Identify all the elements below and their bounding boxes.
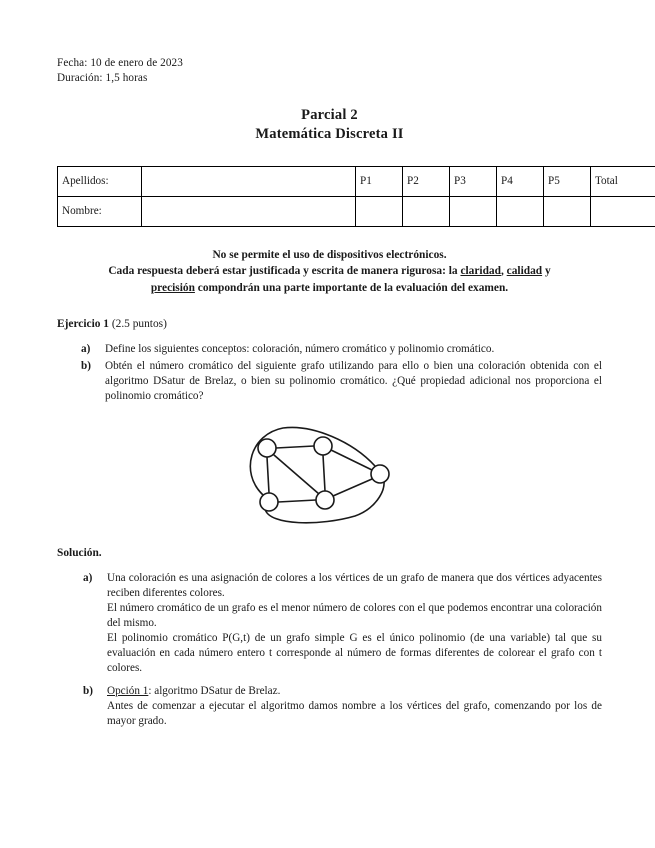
- header-meta: [57, 56, 602, 86]
- notice-line-2: [57, 263, 602, 280]
- notice-line-3: [57, 280, 602, 297]
- header-total: Total: [591, 166, 655, 196]
- exercise-label: Ejercicio 1: [57, 318, 109, 331]
- graph-vertex: [316, 491, 334, 509]
- exercise-heading: [57, 317, 602, 332]
- graph-edge-v1-v4: [274, 455, 319, 494]
- notice-underline-claridad: claridad: [460, 265, 501, 278]
- apellidos-label: Apellidos:: [58, 166, 142, 196]
- table-row: [58, 196, 655, 226]
- item-body: [107, 684, 602, 729]
- notice-text-c: y: [542, 265, 551, 278]
- graph-vertex: [371, 465, 389, 483]
- graph-vertex: [260, 493, 278, 511]
- graph-edge-v1-v3: [267, 457, 269, 493]
- item-paragraph: Una coloración es una asignación de colores a los vértices de un grafo de manera que dos vértices adyacentes reciben diferentes colores.: [107, 571, 602, 599]
- header-p1: P1: [356, 166, 403, 196]
- item-marker: a): [81, 343, 91, 356]
- graph-figure: [57, 416, 602, 528]
- list-item: [57, 571, 602, 676]
- graph-vertex: [314, 437, 332, 455]
- solution-heading: Solución.: [57, 547, 102, 560]
- score-p2[interactable]: [403, 196, 450, 226]
- notice-underline-precision: precisión: [150, 281, 195, 294]
- item-marker: b): [81, 360, 91, 373]
- exercise-points: (2.5 puntos): [108, 318, 167, 331]
- nombre-field[interactable]: [142, 196, 356, 226]
- page-content: [57, 56, 618, 731]
- item-body: [105, 359, 602, 404]
- page-title: [57, 106, 602, 145]
- item-body: [105, 342, 602, 357]
- header-p3: P3: [450, 166, 497, 196]
- item-paragraph: El número cromático de un grafo es el menor número de colores con el que podemos encontrar una coloración del mismo.: [107, 601, 602, 629]
- score-p4[interactable]: [497, 196, 544, 226]
- nombre-label: Nombre:: [58, 196, 142, 226]
- list-item: [57, 342, 602, 357]
- score-p1[interactable]: [356, 196, 403, 226]
- solution-items: [57, 571, 602, 729]
- notice-underline-calidad: calidad: [506, 265, 543, 278]
- graph-vertex: [258, 439, 276, 457]
- notice-line-1: No se permite el uso de dispositivos electrónicos.: [212, 248, 447, 261]
- score-p5[interactable]: [544, 196, 591, 226]
- item-lead-line: [107, 684, 602, 699]
- notice-text-a: Cada respuesta deberá estar justificada y escrita de manera rigurosa: la: [108, 265, 461, 278]
- exam-notice: [57, 247, 602, 297]
- score-p3[interactable]: [450, 196, 497, 226]
- item-paragraph: Define los siguientes conceptos: coloración, número cromático y polinomio cromático.: [105, 343, 495, 356]
- graph-edge-v4-v5: [333, 479, 372, 496]
- exam-duration: Duración: 1,5 horas: [57, 71, 148, 84]
- notice-text-d: compondrán una parte importante de la evaluación del examen.: [194, 281, 509, 294]
- score-total[interactable]: [591, 196, 655, 226]
- table-row: [58, 166, 655, 196]
- exercise-items: [57, 342, 602, 404]
- notice-text-b: ,: [500, 265, 507, 278]
- graph-edge-v2-v4: [323, 455, 325, 491]
- title-subtitle: Matemática Discreta II: [255, 126, 404, 143]
- item-paragraph: Obtén el número cromático del siguiente grafo utilizando para ello o bien una coloración obtenida con el algoritmo DSatur de Brelaz, o bien su polinomio cromático. ¿Qué propiedad adicional nos proporciona el polinomio cromático?: [105, 360, 602, 403]
- header-p2: P2: [403, 166, 450, 196]
- header-p4: P4: [497, 166, 544, 196]
- exam-date: Fecha: 10 de enero de 2023: [57, 57, 183, 69]
- list-item: [57, 359, 602, 404]
- option-underline: Opción 1: [107, 684, 149, 697]
- header-p5: P5: [544, 166, 591, 196]
- graph-edge-v2-v5: [331, 450, 372, 470]
- apellidos-field[interactable]: [142, 166, 356, 196]
- graph-edge-v3-v4: [278, 500, 316, 502]
- item-paragraph: Antes de comenzar a ejecutar el algoritmo damos nombre a los vértices del grafo, comenzando por los de mayor grado.: [107, 699, 602, 727]
- item-marker: b): [83, 684, 93, 697]
- graph-edge-v1-v2: [276, 446, 314, 448]
- item-paragraph: El polinomio cromático P(G,t) de un grafo simple G es el único polinomio (de una variable) tal que su evaluación en cada número entero t corresponde al número de formas diferentes de colorear el grafo con t colores.: [107, 631, 602, 674]
- item-body: [107, 571, 602, 676]
- list-item: [57, 684, 602, 729]
- item-marker: a): [83, 571, 93, 584]
- identification-table: [57, 166, 655, 227]
- graph-diagram-svg: [225, 416, 425, 528]
- option-rest: : algoritmo DSatur de Brelaz.: [148, 684, 281, 697]
- title-main: Parcial 2: [301, 106, 358, 123]
